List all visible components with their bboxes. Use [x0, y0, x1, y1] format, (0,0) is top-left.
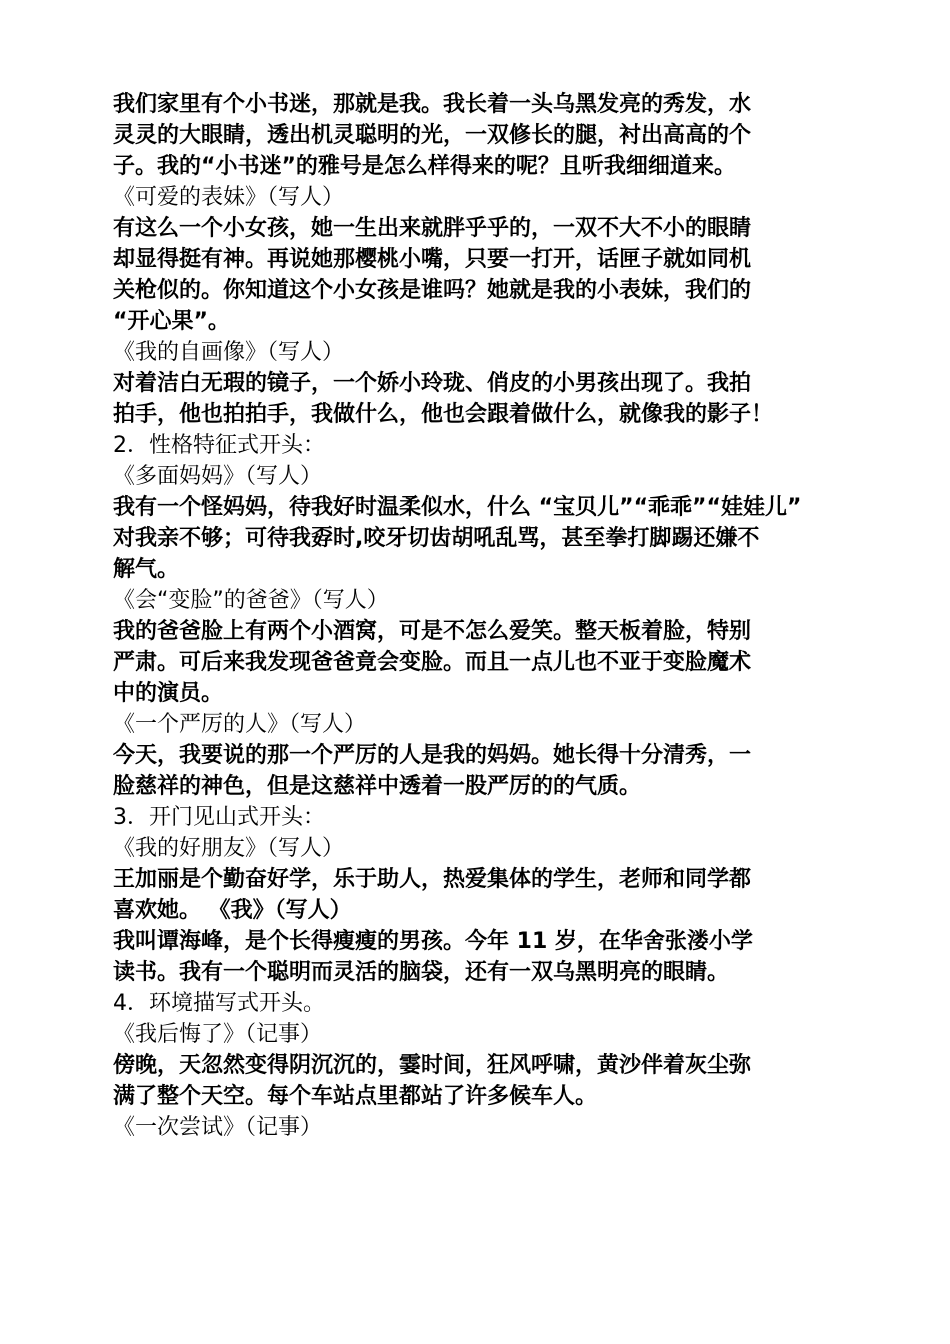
text-line: 满了整个天空。每个车站点里都站了许多候车人。 — [113, 1084, 598, 1109]
essay-title-line: 《我后悔了》（记事） — [113, 1022, 323, 1047]
section-heading-line: 3．开门见山式开头： — [113, 805, 325, 830]
essay-title-line: 《我的好朋友》（写人） — [113, 836, 345, 861]
document-body — [113, 89, 833, 1143]
essay-title-line: 《一个严厉的人》（写人） — [113, 712, 367, 737]
text-line: 对着洁白无瑕的镜子，一个娇小玲珑、俏皮的小男孩出现了。我拍 — [113, 371, 752, 396]
text-line: 我叫谭海峰，是个长得瘦瘦的男孩。今年 11 岁，在华舍张溇小学 — [113, 929, 753, 954]
essay-title-line: 《可爱的表妹》（写人） — [113, 185, 345, 210]
essay-title-line: 《会“变脸”的爸爸》（写人） — [113, 588, 389, 613]
text-line: 拍手，他也拍拍手，我做什么，他也会跟着做什么，就像我的影子！ — [113, 402, 774, 427]
essay-title-line: 《我的自画像》（写人） — [113, 340, 345, 365]
text-line: 王加丽是个勤奋好学，乐于助人，热爱集体的学生，老师和同学都 — [113, 867, 752, 892]
text-line: “开心果”。 — [113, 309, 230, 334]
text-line: 子。我的“小书迷”的雅号是怎么样得来的呢？且听我细细道来。 — [113, 154, 736, 179]
text-line: 傍晚，天忽然变得阴沉沉的，霎时间，狂风呼啸，黄沙伴着灰尘弥 — [113, 1053, 752, 1078]
essay-title-line: 《多面妈妈》（写人） — [113, 464, 323, 489]
text-line: 关枪似的。你知道这个小女孩是谁吗？她就是我的小表妹，我们的 — [113, 278, 752, 303]
text-line: 灵灵的大眼睛，透出机灵聪明的光，一双修长的腿，衬出高高的个 — [113, 123, 752, 148]
text-line: 我们家里有个小书迷，那就是我。我长着一头乌黑发亮的秀发，水 — [113, 92, 752, 117]
text-line: 却显得挺有神。再说她那樱桃小嘴，只要一打开，话匣子就如同机 — [113, 247, 752, 272]
text-line: 脸慈祥的神色，但是这慈祥中透着一股严厉的的气质。 — [113, 774, 642, 799]
text-line: 喜欢她。 《我》（写人） — [113, 898, 352, 923]
text-line: 我的爸爸脸上有两个小酒窝，可是不怎么爱笑。整天板着脸，特别 — [113, 619, 752, 644]
section-heading-line: 4．环境描写式开头。 — [113, 991, 325, 1016]
essay-title-line: 《一次尝试》（记事） — [113, 1115, 323, 1140]
text-line: 中的演员。 — [113, 681, 224, 706]
text-line: 有这么一个小女孩，她一生出来就胖乎乎的，一双不大不小的眼睛 — [113, 216, 752, 241]
text-line: 读书。我有一个聪明而灵活的脑袋，还有一双乌黑明亮的眼睛。 — [113, 960, 730, 985]
text-line: 对我亲不够；可待我孬时,咬牙切齿胡吼乱骂，甚至拳打脚踢还嫌不 — [113, 526, 760, 551]
section-heading-line: 2．性格特征式开头： — [113, 433, 325, 458]
text-line: 今天，我要说的那一个严厉的人是我的妈妈。她长得十分清秀，一 — [113, 743, 752, 768]
text-line: 解气。 — [113, 557, 180, 582]
text-line: 我有一个怪妈妈，待我好时温柔似水，什么 “宝贝儿”“乖乖”“娃娃儿” — [113, 495, 802, 520]
text-line: 严肃。可后来我发现爸爸竟会变脸。而且一点儿也不亚于变脸魔术 — [113, 650, 752, 675]
